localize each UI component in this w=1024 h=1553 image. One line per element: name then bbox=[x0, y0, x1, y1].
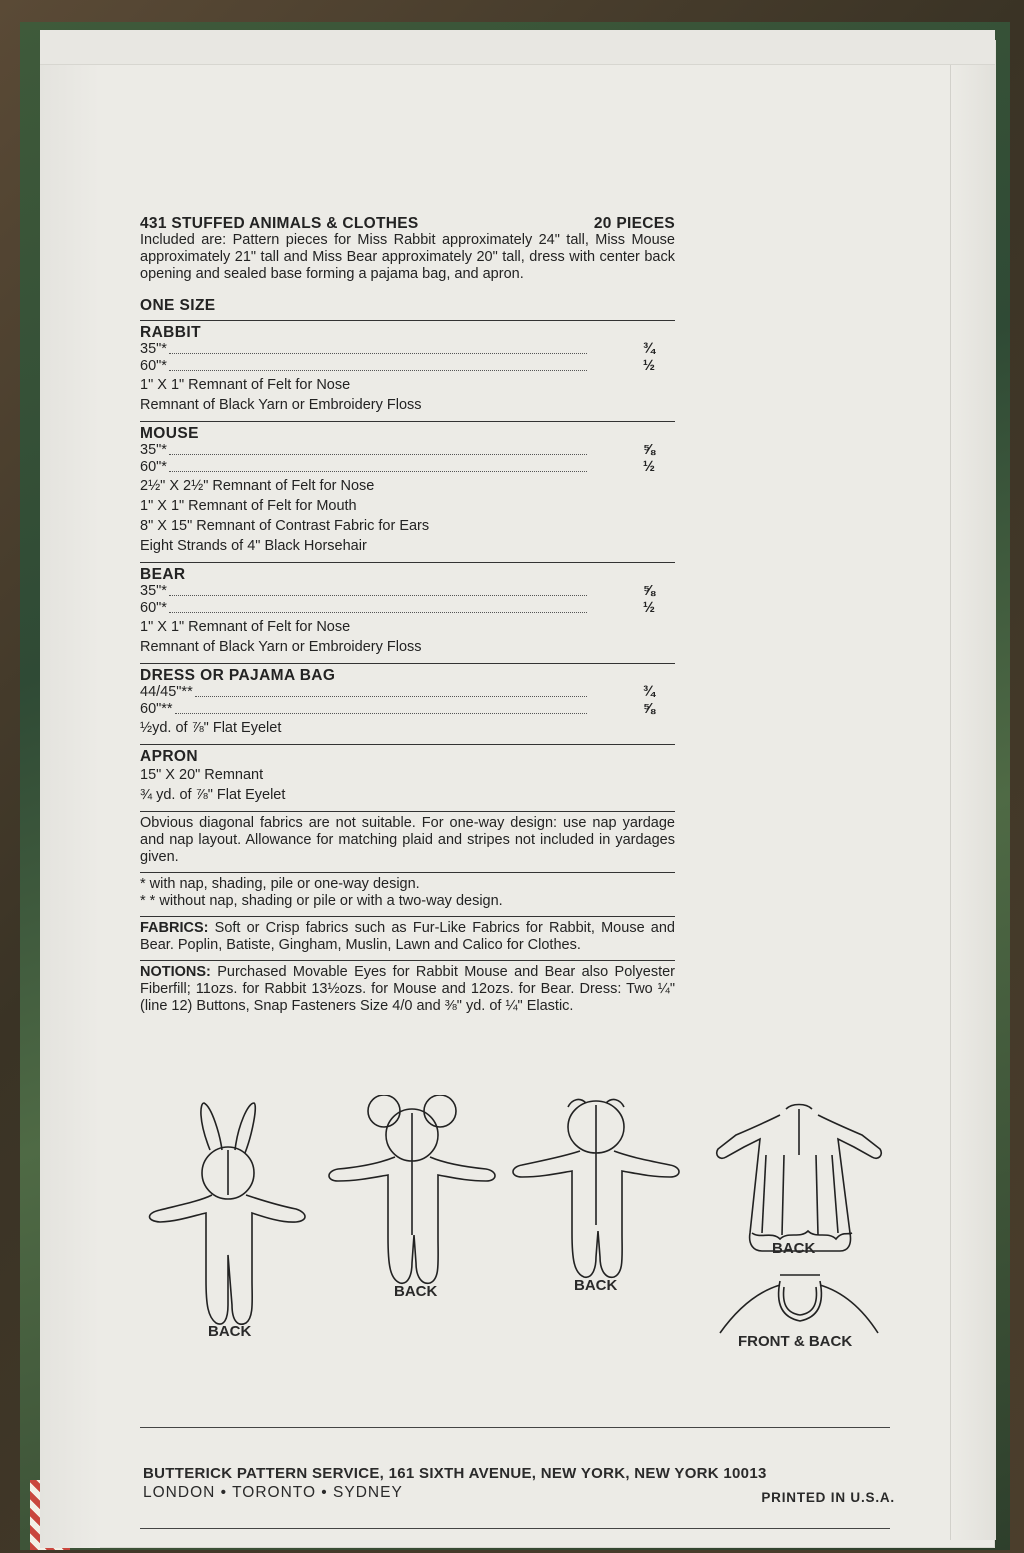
apron-caption: FRONT & BACK bbox=[738, 1333, 853, 1350]
nap-note: * * without nap, shading or pile or with a two-way design. bbox=[140, 893, 503, 909]
dress-back-drawing bbox=[717, 1105, 882, 1252]
divider bbox=[140, 811, 675, 812]
yardage-row: 60"* ½ bbox=[140, 358, 655, 374]
fabrics-text: Soft or Crisp fabrics such as Fur-Like Fabrics for Rabbit, Mouse and Bear. Poplin, Batiste, Gingham, Muslin, Lawn and Calico for Clothes. bbox=[140, 920, 675, 953]
fabrics-label: FABRICS: bbox=[140, 920, 209, 936]
apron-note: ¾ yd. of ⅞" Flat Eyelet bbox=[140, 787, 286, 803]
divider bbox=[140, 663, 675, 664]
envelope-right-flap bbox=[950, 40, 996, 1540]
divider bbox=[140, 562, 675, 563]
divider bbox=[140, 320, 675, 321]
pattern-description: Included are: Pattern pieces for Miss Rabbit approximately 24" tall, Miss Mouse approximately 21" tall and Miss Bear approximately 20" tall, dress with center back opening and sealed base forming a pajama bag, and apron. bbox=[140, 232, 675, 282]
mouse-note: 8" X 15" Remnant of Contrast Fabric for Ears bbox=[140, 518, 430, 534]
fabrics-paragraph bbox=[140, 920, 675, 954]
divider bbox=[140, 916, 675, 917]
publisher-cities: LONDON • TORONTO • SYDNEY bbox=[143, 1484, 403, 1501]
envelope-top-flap bbox=[40, 30, 995, 65]
rabbit-heading: RABBIT bbox=[140, 324, 201, 341]
footer-bottom-rule bbox=[140, 1528, 890, 1529]
divider bbox=[140, 872, 675, 873]
bear-back-drawing bbox=[513, 1100, 679, 1278]
apron-note: 15" X 20" Remnant bbox=[140, 767, 264, 783]
yardage-row: 35"* ¾ bbox=[140, 341, 655, 357]
rabbit-caption: BACK bbox=[208, 1323, 252, 1340]
divider bbox=[140, 744, 675, 745]
publisher-address: BUTTERICK PATTERN SERVICE, 161 SIXTH AVENUE, NEW YORK, NEW YORK 10013 bbox=[143, 1465, 767, 1482]
pattern-pieces: 20 PIECES bbox=[593, 215, 675, 232]
rabbit-note: 1" X 1" Remnant of Felt for Nose bbox=[140, 377, 351, 393]
bear-caption: BACK bbox=[574, 1277, 618, 1294]
mouse-caption: BACK bbox=[394, 1283, 438, 1300]
envelope-left-flap bbox=[40, 30, 100, 1548]
bear-heading: BEAR bbox=[140, 566, 186, 583]
yardage-row: 44/45"** ¾ bbox=[140, 684, 655, 700]
dress-note: ½yd. of ⅞" Flat Eyelet bbox=[140, 720, 282, 736]
line-drawings bbox=[140, 1095, 900, 1365]
printed-in-label: PRINTED IN U.S.A. bbox=[761, 1490, 895, 1505]
mouse-note: 2½" X 2½" Remnant of Felt for Nose bbox=[140, 478, 375, 494]
dress-heading: DRESS OR PAJAMA BAG bbox=[140, 667, 336, 684]
mouse-back-drawing bbox=[329, 1095, 495, 1283]
dress-caption: BACK bbox=[772, 1240, 816, 1257]
pattern-header bbox=[140, 215, 675, 232]
notions-text: Purchased Movable Eyes for Rabbit Mouse and Bear also Polyester Fiberfill; 11ozs. for Rabbit 13½ozs. for Mouse and 12ozs. for Bear. Dress: Two ¼" (line 12) Buttons, Snap Fasteners Size 4/0 and ⅜" yd. of ¼" Elastic. bbox=[140, 964, 675, 1014]
yardage-row: 60"** ⅝ bbox=[140, 701, 655, 717]
bear-note: 1" X 1" Remnant of Felt for Nose bbox=[140, 619, 351, 635]
notions-label: NOTIONS: bbox=[140, 964, 211, 980]
mouse-heading: MOUSE bbox=[140, 425, 199, 442]
mouse-note: Eight Strands of 4" Black Horsehair bbox=[140, 538, 367, 554]
divider bbox=[140, 960, 675, 961]
nap-note: * with nap, shading, pile or one-way design. bbox=[140, 876, 420, 892]
one-size-heading: ONE SIZE bbox=[140, 297, 216, 314]
yardage-row: 35"* ⅝ bbox=[140, 442, 655, 458]
notions-paragraph bbox=[140, 964, 675, 1015]
apron-heading: APRON bbox=[140, 748, 198, 765]
pattern-info bbox=[140, 215, 675, 1015]
illustrations bbox=[140, 1095, 900, 1365]
yardage-row: 60"* ½ bbox=[140, 459, 655, 475]
rabbit-back-drawing bbox=[150, 1103, 306, 1324]
apron-drawing bbox=[720, 1275, 878, 1333]
pattern-title: 431 STUFFED ANIMALS & CLOTHES bbox=[140, 215, 419, 232]
mouse-note: 1" X 1" Remnant of Felt for Mouth bbox=[140, 498, 357, 514]
yardage-row: 35"* ⅝ bbox=[140, 583, 655, 599]
publisher-footer bbox=[143, 1465, 895, 1505]
yardage-row: 60"* ½ bbox=[140, 600, 655, 616]
footer-second-row bbox=[143, 1484, 895, 1505]
bear-note: Remnant of Black Yarn or Embroidery Floss bbox=[140, 639, 422, 655]
diagonal-fabric-note: Obvious diagonal fabrics are not suitable. For one-way design: use nap yardage and nap layout. Allowance for matching plaid and stripes not included in yardages given. bbox=[140, 815, 675, 865]
divider bbox=[140, 421, 675, 422]
rabbit-note: Remnant of Black Yarn or Embroidery Floss bbox=[140, 397, 422, 413]
footer-top-rule bbox=[140, 1427, 890, 1428]
